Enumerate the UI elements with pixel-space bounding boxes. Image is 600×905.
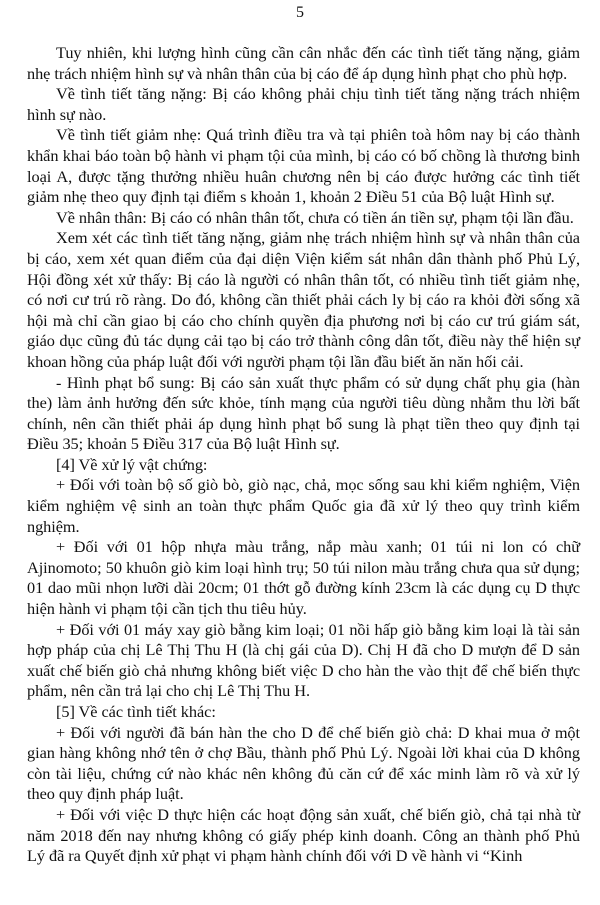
paragraph-borax-seller: + Đối với người đã bán hàn the cho D để chế biến giò chả: D khai mua ở một gian hàng không nhớ tên ở chợ Bầu, thành phố Phủ Lý. Ngoài lời khai của D không còn tài liệu, chứng cứ nào khác nên không đủ căn cứ để xác minh làm rõ và xử lý theo quy định pháp luật. — [27, 722, 580, 804]
paragraph-council-assessment: Xem xét các tình tiết tăng nặng, giảm nhẹ trách nhiệm hình sự và nhân thân của bị cáo, xem xét quan điểm của đại diện Viện kiểm sát nhân dân thành phố Phủ Lý, Hội đồng xét xử thấy: Bị cáo là người có nhân thân tốt, có nhiều tình tiết giảm nhẹ, có nơi cư trú rõ ràng. Do đó, không cần thiết phải cách ly bị cáo ra khỏi đời sống xã hội mà chỉ cần giao bị cáo cho chính quyền địa phương nơi bị cáo cư trú giám sát, giáo dục cũng đủ tác dụng cải tạo bị cáo trở thành công dân tốt, điều này thể hiện sự khoan hồng của pháp luật đối với người phạm tội lần đầu biết ăn năn hối cải. — [27, 228, 580, 371]
paragraph-unlicensed-business: + Đối với việc D thực hiện các hoạt động sản xuất, chế biến giò, chả tại nhà từ năm 2018 đến nay nhưng không có giấy phép kinh doanh. Công an thành phố Phủ Lý đã ra Quyết định xử phạt vi phạm hành chính đối với D về hành vi “Kinh — [27, 804, 580, 866]
paragraph-additional-penalty: - Hình phạt bổ sung: Bị cáo sản xuất thực phẩm có sử dụng chất phụ gia (hàn the) làm ảnh hưởng đến sức khỏe, tính mạng của người tiêu dùng nhằm thu lời bất chính, nên cần thiết phải áp dụng hình phạt bổ sung là phạt tiền theo quy định tại Điều 35; khoản 5 Điều 317 của Bộ luật Hình sự. — [27, 372, 580, 454]
paragraph-evidence-food-samples: + Đối với toàn bộ số giò bò, giò nạc, chả, mọc sống sau khi kiểm nghiệm, Viện kiểm nghiệm vệ sinh an toàn thực phẩm Quốc gia đã xử lý theo quy trình kiểm nghiệm. — [27, 475, 580, 536]
page-number: 5 — [296, 4, 304, 21]
paragraph-evidence-machines: + Đối với 01 máy xay giò bằng kim loại; 01 nồi hấp giò bằng kim loại là tài sản hợp pháp của chị Lê Thị Thu H (là chị gái của D). Chị H đã cho D mượn để D sản xuất chế biến giò chả nhưng không biết việc D cho hàn the vào thịt để chế biến thực phẩm, nên cần trả lại cho chị Lê Thị Thu H. — [27, 619, 580, 701]
paragraph-aggravating-circumstances: Về tình tiết tăng nặng: Bị cáo không phải chịu tình tiết tăng nặng trách nhiệm hình sự nào. — [27, 84, 580, 124]
section-heading-evidence-handling: [4] Về xử lý vật chứng: — [56, 454, 208, 474]
section-heading-other-circumstances: [5] Về các tình tiết khác: — [56, 702, 216, 721]
paragraph-personal-background: Về nhân thân: Bị cáo có nhân thân tốt, chưa có tiền án tiền sự, phạm tội lần đầu. — [56, 207, 574, 227]
paragraph-evidence-tools: + Đối với 01 hộp nhựa màu trắng, nắp màu xanh; 01 túi ni lon có chữ Ajinomoto; 50 khuôn giò kim loại hình trụ; 50 túi nilon màu trắng chưa qua sử dụng; 01 dao mũi nhọn lưỡi dài 20cm; 01 thớt gỗ đường kính 23cm là các dụng cụ D thực hiện hành vi phạm tội cần tịch thu tiêu hủy. — [27, 537, 580, 619]
document-body — [27, 43, 580, 867]
paragraph-mitigating-circumstances: Về tình tiết giảm nhẹ: Quá trình điều tra và tại phiên toà hôm nay bị cáo thành khẩn khai báo toàn bộ hành vi phạm tội của mình, bị cáo có bố chồng là thương binh loại A, được tặng thưởng nhiều huân chương nên bị cáo được hưởng các tình tiết giảm nhẹ theo quy định tại điểm s khoản 1, khoản 2 Điều 51 của Bộ luật Hình sự. — [27, 125, 580, 207]
paragraph-sentencing-considerations: Tuy nhiên, khi lượng hình cũng cần cân nhắc đến các tình tiết tăng nặng, giảm nhẹ trách nhiệm hình sự và nhân thân của bị cáo để áp dụng hình phạt cho phù hợp. — [27, 43, 580, 83]
